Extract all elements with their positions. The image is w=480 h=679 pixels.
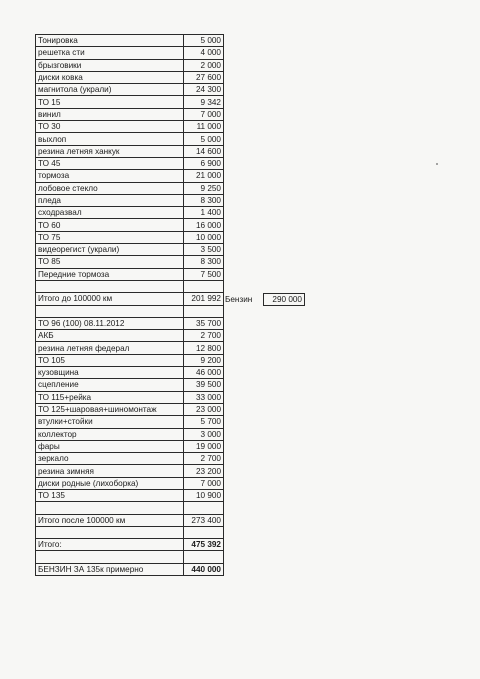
expense-row [36,453,224,465]
expense-row [36,317,224,329]
spacer-row [36,551,224,563]
spacer-row [36,280,224,292]
expense-amount: 1 400 [184,207,224,219]
expense-amount: 23 200 [184,465,224,477]
expense-row [36,219,224,231]
expense-row [36,121,224,133]
expense-label: Тонировка [36,35,184,47]
expense-amount: 9 342 [184,96,224,108]
expense-row [36,379,224,391]
expense-amount: 6 900 [184,157,224,169]
expense-row [36,465,224,477]
expense-label: ТО 75 [36,231,184,243]
expense-label: винил [36,108,184,120]
expense-amount: 46 000 [184,367,224,379]
expense-label: ТО 105 [36,354,184,366]
expense-amount: 19 000 [184,440,224,452]
expense-amount: 33 000 [184,391,224,403]
expense-row [36,96,224,108]
expense-amount: 11 000 [184,121,224,133]
expense-amount: 7 000 [184,477,224,489]
spacer-row [36,502,224,514]
fuel-side-table [223,293,305,306]
expense-label: Передние тормоза [36,268,184,280]
expense-amount: 5 000 [184,35,224,47]
expense-label: втулки+стойки [36,416,184,428]
fuel-total-label: БЕНЗИН ЗА 135к примерно [36,563,184,575]
spacer-row [36,526,224,538]
expense-amount: 7 500 [184,268,224,280]
expense-table [35,34,224,576]
expense-amount: 23 000 [184,403,224,415]
expense-row [36,133,224,145]
expense-row [36,145,224,157]
expense-amount: 39 500 [184,379,224,391]
expense-row [36,244,224,256]
fuel-side-amount: 290 000 [264,294,305,306]
expense-label: магнитола (украли) [36,84,184,96]
expense-amount: 8 300 [184,194,224,206]
fuel-side-label: Бензин [225,295,253,305]
expense-amount: 3 500 [184,244,224,256]
expense-row [36,367,224,379]
expense-amount: 21 000 [184,170,224,182]
expense-label: диски ковка [36,71,184,83]
expense-label: сцепление [36,379,184,391]
expense-row [36,477,224,489]
expense-label: коллектор [36,428,184,440]
scan-speck [436,163,438,165]
expense-row [36,59,224,71]
subtotal-before-label: Итого до 100000 км [36,293,184,305]
expense-row [36,354,224,366]
expense-label: резина летняя ханкук [36,145,184,157]
expense-row [36,47,224,59]
expense-row [36,231,224,243]
expense-label: пледа [36,194,184,206]
grand-total-row [36,539,224,551]
expense-row [36,170,224,182]
expense-row [36,440,224,452]
expense-amount: 8 300 [184,256,224,268]
spacer-row [36,305,224,317]
expense-amount: 2 700 [184,330,224,342]
subtotal-after-label: Итого после 100000 км [36,514,184,526]
expense-label: лобовое стекло [36,182,184,194]
expense-label: резина летняя федерал [36,342,184,354]
expense-label: зеркало [36,453,184,465]
expense-label: ТО 96 (100) 08.11.2012 [36,317,184,329]
expense-amount: 5 700 [184,416,224,428]
expense-amount: 16 000 [184,219,224,231]
expense-row [36,182,224,194]
expense-row [36,416,224,428]
expense-label: ТО 135 [36,489,184,501]
expense-row [36,489,224,501]
subtotal-after-amount: 273 400 [184,514,224,526]
subtotal-after-row [36,514,224,526]
expense-row [36,342,224,354]
expense-label: ТО 125+шаровая+шиномонтаж [36,403,184,415]
expense-amount: 24 300 [184,84,224,96]
expense-amount: 27 600 [184,71,224,83]
fuel-total-amount: 440 000 [184,563,224,575]
expense-amount: 5 000 [184,133,224,145]
expense-label: видеорегист (украли) [36,244,184,256]
expense-row [36,157,224,169]
expense-amount: 4 000 [184,47,224,59]
expense-label: решетка сти [36,47,184,59]
expense-amount: 7 000 [184,108,224,120]
expense-amount: 2 700 [184,453,224,465]
expense-label: ТО 85 [36,256,184,268]
expense-label: тормоза [36,170,184,182]
expense-row [36,268,224,280]
expense-row [36,207,224,219]
expense-amount: 2 000 [184,59,224,71]
grand-total-amount: 475 392 [184,539,224,551]
expense-row [36,194,224,206]
grand-total-label: Итого: [36,539,184,551]
expense-amount: 14 600 [184,145,224,157]
subtotal-before-body [36,280,224,317]
subtotal-before-amount: 201 992 [184,293,224,305]
expense-label: диски родные (лихоборка) [36,477,184,489]
expense-amount: 9 250 [184,182,224,194]
expense-row [36,330,224,342]
expense-amount: 12 800 [184,342,224,354]
expense-label: ТО 45 [36,157,184,169]
expense-row [36,84,224,96]
expenses-before-body [36,35,224,281]
expense-label: кузовщина [36,367,184,379]
expense-row [36,391,224,403]
expense-row [36,256,224,268]
expense-row [36,108,224,120]
expense-amount: 3 000 [184,428,224,440]
expense-label: выхлоп [36,133,184,145]
expense-label: брызговики [36,59,184,71]
expense-label: ТО 115+рейка [36,391,184,403]
subtotal-before-row [36,293,224,305]
expense-row [36,71,224,83]
expense-label: сходразвал [36,207,184,219]
expense-row [36,428,224,440]
expense-label: ТО 60 [36,219,184,231]
expenses-after-body [36,317,224,501]
expense-row [36,403,224,415]
expense-amount: 10 000 [184,231,224,243]
expense-amount: 10 900 [184,489,224,501]
expense-label: ТО 30 [36,121,184,133]
expense-label: фары [36,440,184,452]
expense-row [36,35,224,47]
expense-label: резина зимняя [36,465,184,477]
expense-label: АКБ [36,330,184,342]
fuel-total-row [36,563,224,575]
expense-label: ТО 15 [36,96,184,108]
expense-amount: 35 700 [184,317,224,329]
totals-body [36,502,224,576]
expense-amount: 9 200 [184,354,224,366]
